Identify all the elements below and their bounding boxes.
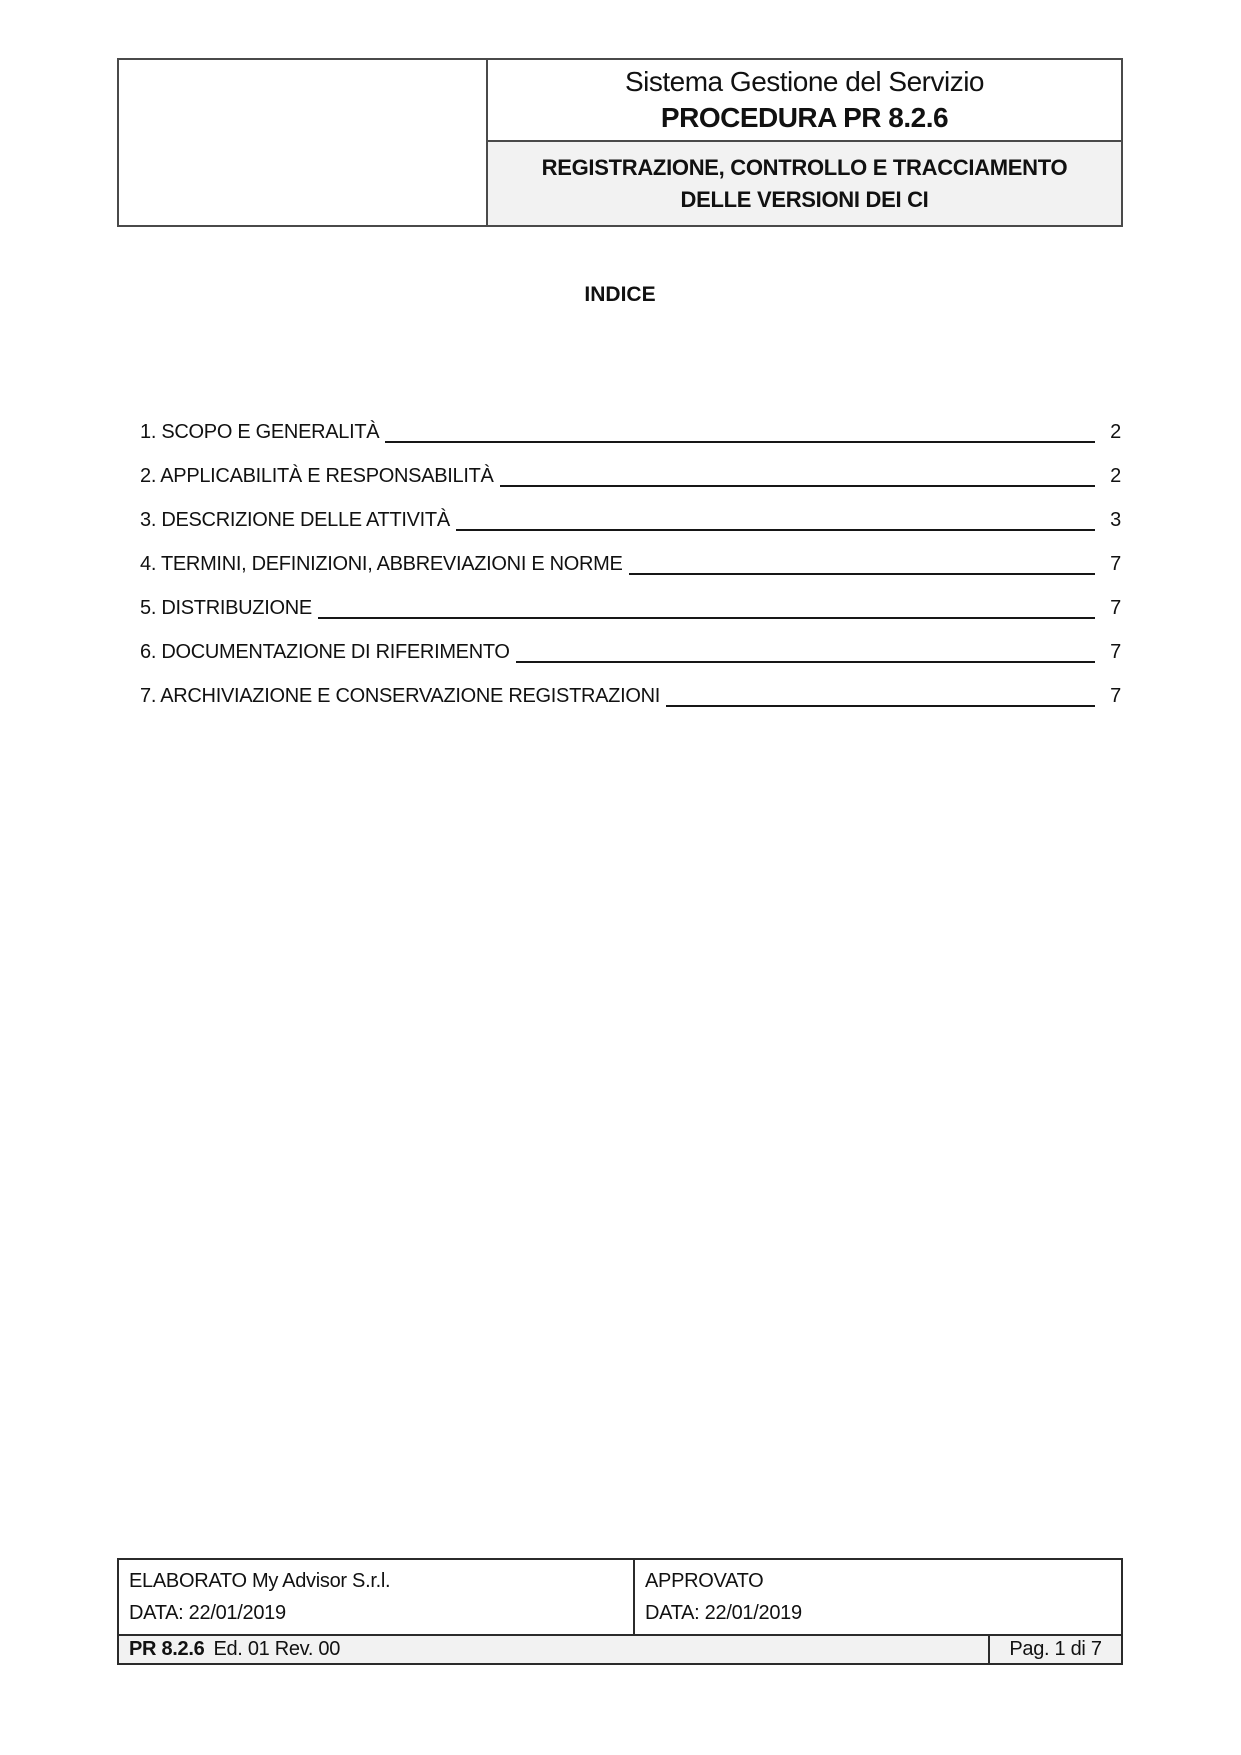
toc-entry-label: 5. DISTRIBUZIONE <box>140 597 312 619</box>
table-of-contents <box>140 400 1121 708</box>
doc-code: PR 8.2.6 <box>129 1638 205 1660</box>
footer-doc-row <box>119 1634 1121 1663</box>
doc-identity-cell <box>119 1636 988 1663</box>
toc-entry-page-number: 2 <box>1110 421 1121 443</box>
toc-entry-page-number: 7 <box>1110 641 1121 663</box>
procedure-subtitle-line1: REGISTRAZIONE, CONTROLLO E TRACCIAMENTO <box>541 154 1068 180</box>
approvato-date: DATA: 22/01/2019 <box>645 1602 802 1624</box>
toc-entry-label: 6. DOCUMENTAZIONE DI RIFERIMENTO <box>140 641 510 663</box>
toc-leader-line <box>318 609 1095 619</box>
procedure-subtitle-cell <box>488 140 1121 225</box>
toc-entry-page-number: 7 <box>1110 685 1121 707</box>
approvato-label: APPROVATO <box>645 1570 764 1592</box>
toc-entry-label: 4. TERMINI, DEFINIZIONI, ABBREVIAZIONI E NORME <box>140 553 623 575</box>
elaborato-date: DATA: 22/01/2019 <box>129 1602 286 1624</box>
toc-entry <box>140 444 1121 488</box>
doc-revision: Ed. 01 Rev. 00 <box>213 1638 341 1660</box>
header-title-cell <box>488 60 1121 140</box>
toc-entry-label: 2. APPLICABILITÀ E RESPONSABILITÀ <box>140 465 494 487</box>
toc-leader-line <box>500 477 1095 487</box>
system-title: Sistema Gestione del Servizio <box>624 66 984 97</box>
toc-leader-line <box>666 697 1095 707</box>
toc-entry-label: 1. SCOPO E GENERALITÀ <box>140 421 380 443</box>
footer-approval-row <box>119 1560 1121 1634</box>
toc-leader-line <box>629 565 1095 575</box>
procedure-code-title: PROCEDURA PR 8.2.6 <box>660 102 949 133</box>
toc-entry <box>140 576 1121 620</box>
elaborato-label: ELABORATO My Advisor S.r.l. <box>129 1570 391 1592</box>
toc-entry-page-number: 2 <box>1110 465 1121 487</box>
toc-entry-label: 3. DESCRIZIONE DELLE ATTIVITÀ <box>140 509 450 531</box>
index-heading: INDICE <box>584 283 656 306</box>
toc-entry-page-number: 7 <box>1110 553 1121 575</box>
toc-entry-label: 7. ARCHIVIAZIONE E CONSERVAZIONE REGISTRAZIONI <box>140 685 660 707</box>
document-header-table <box>117 58 1123 227</box>
page-indicator: Pag. 1 di 7 <box>988 1636 1121 1663</box>
toc-entry <box>140 532 1121 576</box>
header-title-column <box>488 60 1121 225</box>
document-footer-table <box>117 1558 1123 1665</box>
toc-entry-page-number: 3 <box>1110 509 1121 531</box>
toc-leader-line <box>516 653 1095 663</box>
procedure-subtitle-line2: DELLE VERSIONI DEI CI <box>680 186 929 212</box>
toc-entry <box>140 620 1121 664</box>
approvato-cell <box>635 1560 1121 1634</box>
elaborato-cell <box>119 1560 635 1634</box>
toc-leader-line <box>385 433 1095 443</box>
logo-cell <box>119 60 488 225</box>
toc-entry <box>140 488 1121 532</box>
toc-entry <box>140 664 1121 708</box>
toc-entry <box>140 400 1121 444</box>
toc-leader-line <box>456 521 1095 531</box>
toc-entry-page-number: 7 <box>1110 597 1121 619</box>
